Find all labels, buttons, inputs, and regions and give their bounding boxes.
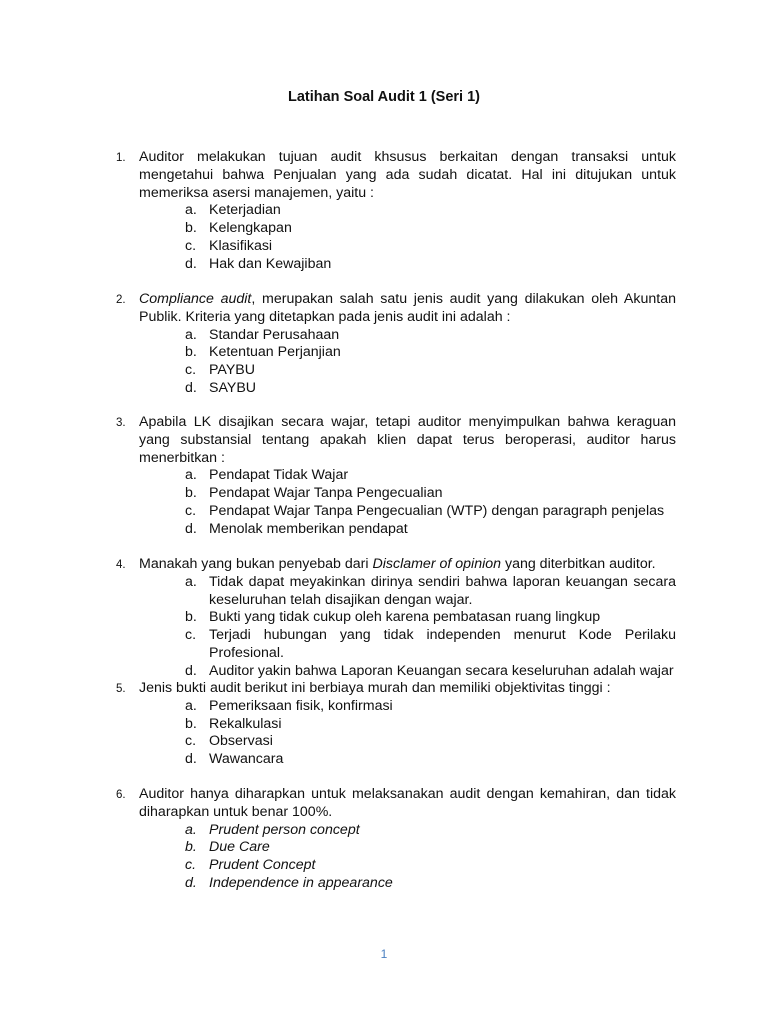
question-number: 3. — [116, 417, 126, 429]
question-text — [139, 291, 676, 398]
answer-option-c — [139, 503, 676, 521]
answer-option-b — [139, 839, 676, 857]
answer-option-c — [139, 857, 676, 875]
option-letter: a. — [185, 573, 197, 590]
option-text: Wawancara — [209, 751, 284, 768]
option-text: Due Care — [209, 839, 270, 856]
question-6 — [116, 786, 676, 893]
answer-option-b — [139, 716, 676, 734]
answer-option-c — [139, 627, 676, 663]
option-letter: c. — [185, 502, 197, 519]
option-letter: c. — [185, 362, 197, 379]
option-letter: b. — [185, 715, 197, 732]
answer-options — [139, 574, 676, 681]
answer-option-a — [139, 467, 676, 485]
answer-option-a — [139, 202, 676, 220]
option-letter: d. — [185, 662, 197, 679]
question-text-main: Auditor melakukan tujuan audit khsusus berkaitan dengan transaksi untuk mengetahui bahwa Penjualan yang ada sudah dicatat. Hal ini ditujukan untuk memeriksa asersi manajemen, yaitu : — [139, 149, 676, 201]
question-1 — [116, 149, 676, 274]
answer-option-d — [139, 751, 676, 769]
option-letter: c. — [185, 857, 197, 874]
option-text: Standar Perusahaan — [209, 326, 340, 343]
question-number: 6. — [116, 789, 126, 801]
option-letter: b. — [185, 839, 197, 856]
option-letter: b. — [185, 344, 197, 361]
option-letter: c. — [185, 733, 197, 750]
option-text: Auditor yakin bahwa Laporan Keuangan secara keseluruhan adalah wajar — [209, 662, 674, 679]
answer-option-d — [139, 875, 676, 893]
question-4 — [116, 556, 676, 681]
option-letter: c. — [185, 627, 197, 644]
question-2 — [116, 291, 676, 398]
question-number: 2. — [116, 294, 126, 306]
question-5 — [116, 680, 676, 769]
answer-options — [139, 822, 676, 893]
option-letter: d. — [185, 255, 197, 272]
question-number: 1. — [116, 152, 126, 164]
question-text-pre: Manakah yang bukan penyebab dari — [139, 556, 373, 572]
answer-option-a — [139, 822, 676, 840]
option-letter: a. — [185, 326, 197, 343]
answer-option-b — [139, 344, 676, 362]
answer-option-d — [139, 256, 676, 274]
question-text-italic: Compliance audit — [139, 291, 252, 307]
option-text: Observasi — [209, 733, 273, 750]
answer-option-c — [139, 362, 676, 380]
answer-option-b — [139, 609, 676, 627]
option-text: SAYBU — [209, 379, 257, 396]
option-text: Terjadi hubungan yang tidak independen menurut Kode Perilaku Profesional. — [209, 627, 676, 661]
question-number: 5. — [116, 683, 126, 695]
answer-option-b — [139, 485, 676, 503]
answer-option-c — [139, 733, 676, 751]
option-text: Prudent Concept — [209, 857, 316, 874]
answer-option-d — [139, 521, 676, 539]
question-text-main: Jenis bukti audit berikut ini berbiaya murah dan memiliki objektivitas tinggi : — [139, 680, 611, 696]
question-text-italic: Disclamer of opinion — [372, 556, 502, 572]
answer-option-d — [139, 663, 676, 681]
option-text: Tidak dapat meyakinkan dirinya sendiri bahwa laporan keuangan secara keseluruhan telah disajikan dengan wajar. — [209, 573, 676, 608]
question-text-main: yang diterbitkan auditor. — [501, 556, 656, 572]
option-letter: c. — [185, 237, 197, 254]
option-text: Keterjadian — [209, 202, 281, 219]
answer-options — [139, 327, 676, 398]
option-letter: d. — [185, 874, 197, 891]
page-title: Latihan Soal Audit 1 (Seri 1) — [287, 89, 481, 105]
option-text: Prudent person concept — [209, 821, 360, 838]
option-letter: d. — [185, 751, 197, 768]
answer-options — [139, 698, 676, 769]
option-text: Ketentuan Perjanjian — [209, 344, 341, 361]
option-letter: a. — [185, 821, 197, 838]
answer-options — [139, 467, 676, 538]
question-text-main: Apabila LK disajikan secara wajar, tetapi auditor menyimpulkan bahwa keraguan yang substansial tentang apakah klien dapat terus beroperasi, auditor harus menerbitkan : — [139, 414, 676, 466]
question-text — [139, 556, 676, 681]
option-text: Independence in appearance — [209, 874, 393, 891]
option-text: Pendapat Tidak Wajar — [209, 467, 349, 484]
option-letter: d. — [185, 379, 197, 396]
option-text: Klasifikasi — [209, 237, 273, 254]
question-number: 4. — [116, 559, 126, 571]
option-letter: b. — [185, 485, 197, 502]
question-text-main: Auditor hanya diharapkan untuk melaksanakan audit dengan kemahiran, dan tidak diharapkan untuk benar 100%. — [139, 786, 676, 820]
question-text — [139, 149, 676, 274]
option-letter: b. — [185, 220, 197, 237]
option-text: PAYBU — [209, 362, 255, 379]
answer-option-b — [139, 220, 676, 238]
answer-options — [139, 202, 676, 273]
question-text — [139, 414, 676, 539]
question-text — [139, 680, 676, 769]
question-text-main: , merupakan salah satu jenis audit yang dilakukan oleh Akuntan Publik. Kriteria yang ditetapkan pada jenis audit ini adalah : — [139, 291, 676, 325]
answer-option-d — [139, 380, 676, 398]
option-text: Bukti yang tidak cukup oleh karena pembatasan ruang lingkup — [209, 609, 601, 626]
option-text: Pendapat Wajar Tanpa Pengecualian — [209, 485, 443, 502]
answer-option-c — [139, 238, 676, 256]
answer-option-a — [139, 698, 676, 716]
question-text — [139, 786, 676, 893]
option-text: Kelengkapan — [209, 220, 292, 237]
option-letter: a. — [185, 467, 197, 484]
option-letter: b. — [185, 609, 197, 626]
option-text: Pemeriksaan fisik, konfirmasi — [209, 697, 393, 714]
answer-option-a — [139, 327, 676, 345]
option-text: Pendapat Wajar Tanpa Pengecualian (WTP) dengan paragraph penjelas — [209, 502, 665, 519]
option-letter: d. — [185, 520, 197, 537]
option-text: Hak dan Kewajiban — [209, 255, 332, 272]
option-letter: a. — [185, 697, 197, 714]
option-text: Menolak memberikan pendapat — [209, 520, 408, 537]
answer-option-a — [139, 574, 676, 610]
question-3 — [116, 414, 676, 539]
page-number: 1 — [380, 947, 388, 961]
option-letter: a. — [185, 202, 197, 219]
option-text: Rekalkulasi — [209, 715, 282, 732]
